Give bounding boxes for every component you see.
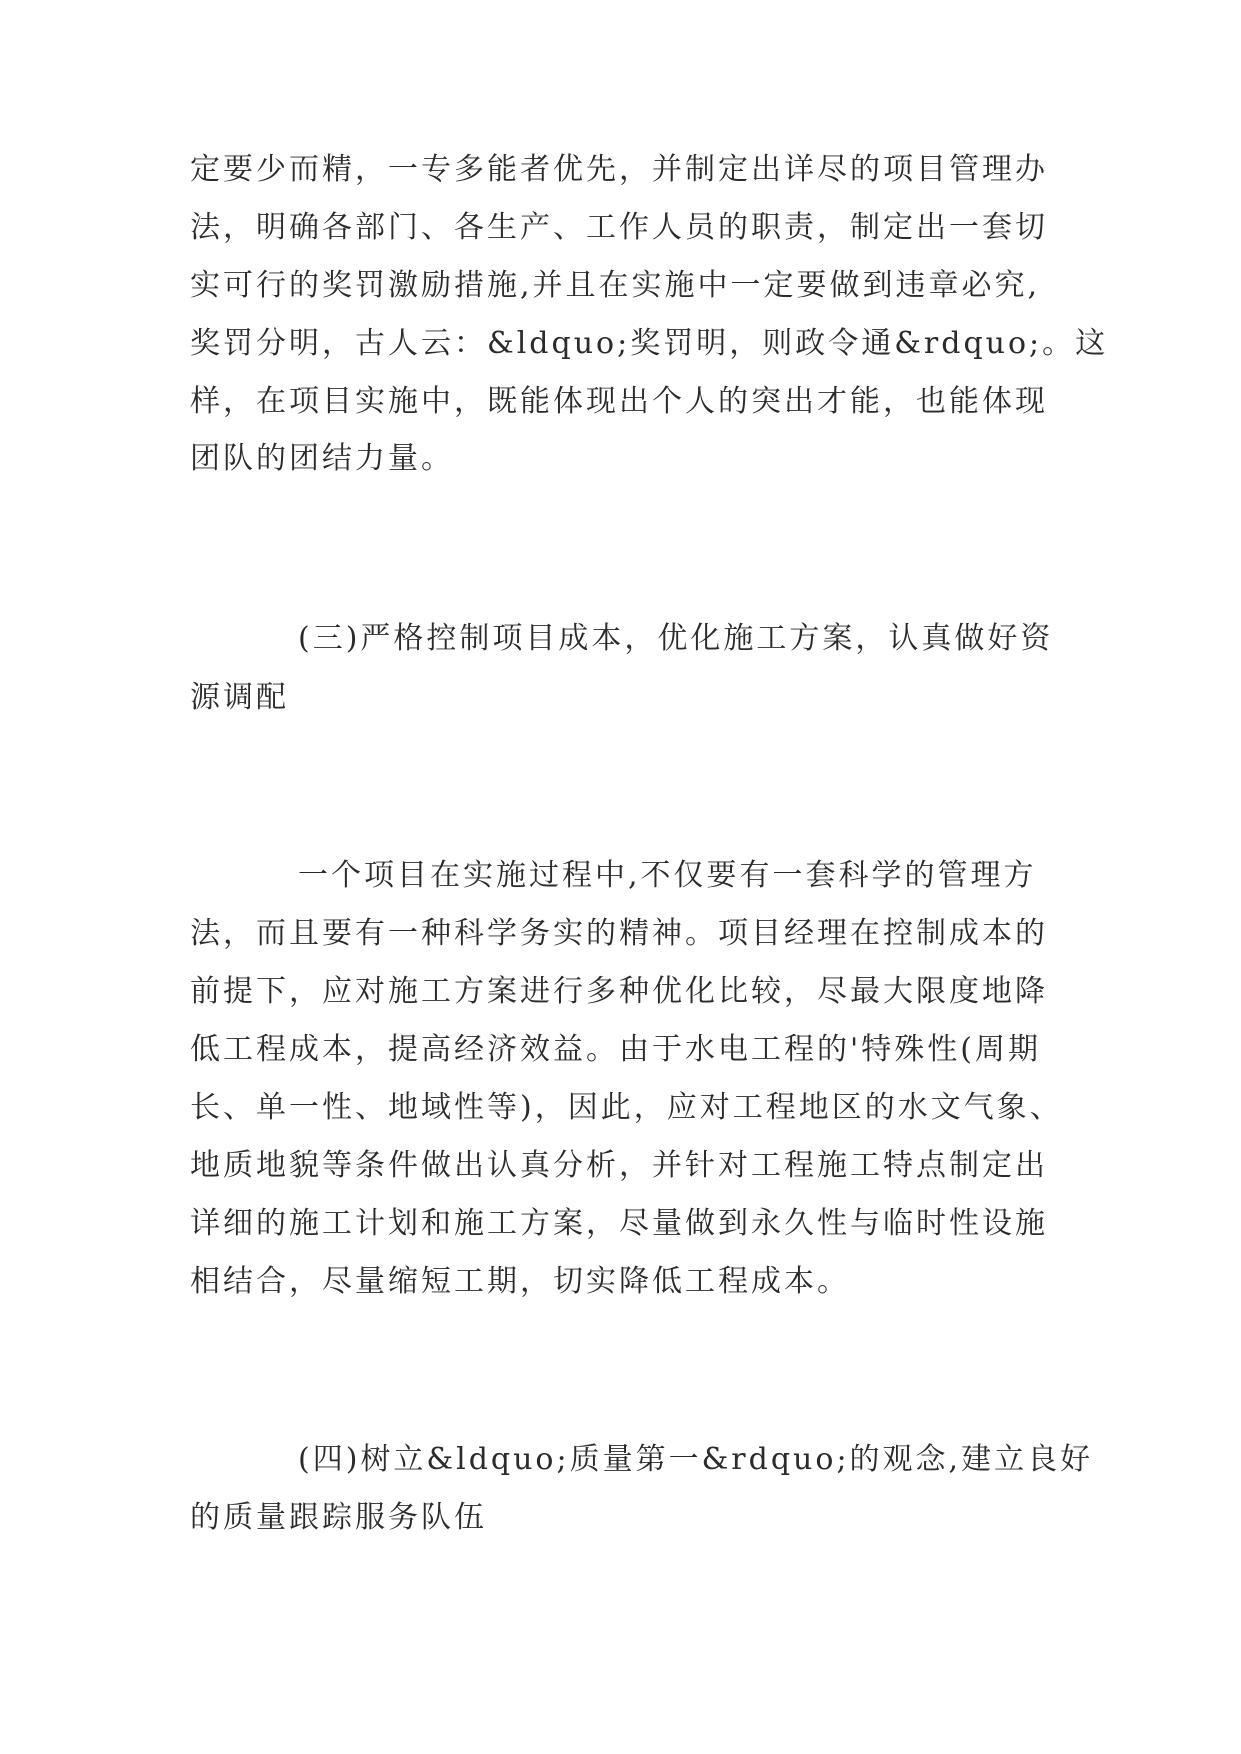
paragraph-1-line-4: 奖罚分明，古人云：&ldquo;奖罚明，则政令通&rdquo;。这 <box>190 326 1109 361</box>
paragraph-3-line-1: 一个项目在实施过程中,不仅要有一套科学的管理方 <box>298 858 1037 893</box>
section-heading-3-line-2: 源调配 <box>190 680 289 715</box>
paragraph-3-line-4: 低工程成本，提高经济效益。由于水电工程的'特殊性(周期 <box>190 1032 1041 1067</box>
section-heading-4-line-2: 的质量跟踪服务队伍 <box>190 1500 487 1535</box>
paragraph-3-line-7: 详细的施工计划和施工方案，尽量做到永久性与临时性设施 <box>190 1206 1048 1241</box>
paragraph-3-line-3: 前提下，应对施工方案进行多种优化比较，尽最大限度地降 <box>190 974 1048 1009</box>
paragraph-1-line-3: 实可行的奖罚激励措施,并且在实施中一定要做到违章必究, <box>190 268 1041 303</box>
paragraph-3-line-8: 相结合，尽量缩短工期，切实降低工程成本。 <box>190 1264 850 1299</box>
paragraph-1-line-6: 团队的团结力量。 <box>190 441 454 476</box>
section-heading-4-line-1: (四)树立&ldquo;质量第一&rdquo;的观念,建立良好 <box>298 1442 1094 1477</box>
paragraph-3-line-2: 法，而且要有一种科学务实的精神。项目经理在控制成本的 <box>190 916 1048 951</box>
paragraph-3-line-5: 长、单一性、地域性等)，因此，应对工程地区的水文气象、 <box>190 1090 1063 1125</box>
paragraph-1-line-2: 法，明确各部门、各生产、工作人员的职责，制定出一套切 <box>190 210 1048 245</box>
paragraph-3-line-6: 地质地貌等条件做出认真分析，并针对工程施工特点制定出 <box>190 1148 1048 1183</box>
section-heading-3-line-1: (三)严格控制项目成本，优化施工方案，认真做好资 <box>298 621 1054 656</box>
paragraph-1-line-1: 定要少而精，一专多能者优先，并制定出详尽的项目管理办 <box>190 152 1048 187</box>
paragraph-1-line-5: 样，在项目实施中，既能体现出个人的突出才能，也能体现 <box>190 384 1048 419</box>
